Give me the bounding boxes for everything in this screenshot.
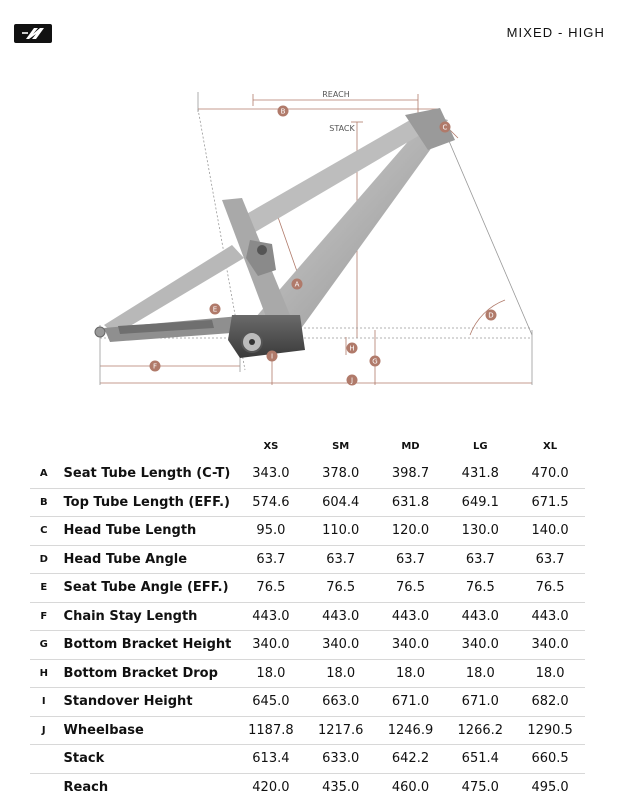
reach-label: REACH	[322, 90, 350, 99]
geometry-mode-label: MIXED - HIGH	[506, 25, 605, 40]
row-value: 631.8	[376, 488, 446, 517]
badge-g	[370, 356, 381, 367]
frame-geometry-diagram	[0, 80, 623, 400]
row-value: 340.0	[445, 631, 515, 660]
row-letter: A	[30, 460, 58, 488]
row-value: 18.0	[445, 659, 515, 688]
row-value: 76.5	[306, 574, 376, 603]
row-value: 671.0	[376, 688, 446, 717]
table-row	[30, 688, 585, 717]
row-value: 340.0	[515, 631, 585, 660]
row-letter: G	[30, 631, 58, 660]
row-value: 18.0	[306, 659, 376, 688]
row-letter: C	[30, 517, 58, 546]
row-label: Chain Stay Length	[58, 602, 236, 631]
row-value: 475.0	[461, 779, 499, 795]
row-value: 1266.2	[445, 716, 515, 745]
row-value: 63.7	[376, 545, 446, 574]
row-label: Head Tube Angle	[58, 545, 236, 574]
row-value: 645.0	[236, 688, 306, 717]
row-value: 140.0	[515, 517, 585, 546]
row-value: 1290.5	[515, 716, 585, 745]
row-label: Top Tube Length (EFF.)	[58, 488, 236, 517]
svg-text:E: E	[212, 305, 218, 314]
row-value: 1187.8	[236, 716, 306, 745]
row-value: 443.0	[515, 602, 585, 631]
row-value: 460.0	[391, 779, 430, 795]
table-row	[30, 545, 585, 574]
row-value: 76.5	[376, 574, 446, 603]
row-value: 340.0	[236, 631, 306, 660]
row-label: Head Tube Length	[58, 517, 236, 546]
row-value: 671.0	[445, 688, 515, 717]
label-header	[58, 432, 236, 460]
row-value: 63.7	[236, 545, 306, 574]
row-value: 574.6	[236, 488, 306, 517]
row-letter: F	[30, 602, 58, 631]
row-value: 120.0	[376, 517, 446, 546]
badge-h	[347, 343, 358, 354]
badge-a	[292, 279, 303, 290]
row-value: 18.0	[515, 659, 585, 688]
row-value: 343.0	[236, 460, 306, 488]
size-header: MD	[401, 440, 420, 452]
table-row	[30, 460, 585, 488]
table-row	[30, 574, 585, 603]
row-value: 604.4	[306, 488, 376, 517]
brand-logo	[14, 24, 52, 43]
size-header: SM	[332, 440, 350, 452]
row-value: 1246.9	[376, 716, 446, 745]
svg-text:D: D	[488, 311, 494, 320]
svg-text:J: J	[350, 376, 354, 385]
row-value: 398.7	[376, 460, 446, 488]
table-row	[30, 773, 585, 801]
row-value: 682.0	[515, 688, 585, 717]
svg-text:F: F	[152, 362, 158, 371]
row-label: Bottom Bracket Height	[58, 631, 236, 660]
svg-text:C: C	[442, 123, 448, 132]
dimension-lines	[100, 92, 532, 385]
row-value: 663.0	[306, 688, 376, 717]
row-label: Bottom Bracket Drop	[58, 659, 236, 688]
badge-i	[267, 351, 278, 362]
row-value: 76.5	[515, 574, 585, 603]
svg-text:A: A	[294, 280, 300, 289]
table-row	[30, 716, 585, 745]
row-value: 18.0	[376, 659, 446, 688]
row-value: 63.7	[306, 545, 376, 574]
row-letter: I	[30, 688, 58, 717]
badge-c	[440, 122, 451, 133]
badge-j	[347, 375, 358, 386]
row-value: 110.0	[306, 517, 376, 546]
row-label: Seat Tube Length (C-T)	[58, 460, 236, 488]
row-value: 1217.6	[306, 716, 376, 745]
svg-text:B: B	[280, 107, 286, 116]
geometry-table	[30, 432, 585, 801]
row-value: 443.0	[306, 602, 376, 631]
row-value: 76.5	[445, 574, 515, 603]
row-letter: H	[30, 659, 58, 688]
badge-f	[150, 361, 161, 372]
stack-label: STACK	[329, 124, 355, 133]
row-value: 443.0	[376, 602, 446, 631]
row-value: 495.0	[531, 779, 569, 795]
table-header-row	[30, 432, 585, 460]
row-letter	[30, 745, 58, 774]
row-value: 443.0	[236, 602, 306, 631]
row-value: 671.5	[515, 488, 585, 517]
svg-text:G: G	[372, 357, 378, 366]
row-value: 95.0	[236, 517, 306, 546]
bike-frame	[95, 108, 455, 358]
row-value: 651.4	[445, 745, 515, 774]
badge-d	[486, 310, 497, 321]
size-header: LG	[472, 440, 488, 452]
row-value: 470.0	[515, 460, 585, 488]
table-row	[30, 745, 585, 774]
table-row	[30, 488, 585, 517]
size-header: XL	[543, 440, 558, 452]
row-value: 642.2	[376, 745, 446, 774]
row-value: 443.0	[445, 602, 515, 631]
row-letter: D	[30, 545, 58, 574]
row-value: 660.5	[515, 745, 585, 774]
badge-e	[210, 304, 221, 315]
row-value: 613.4	[236, 745, 306, 774]
row-label: Stack	[58, 745, 236, 774]
row-value: 633.0	[306, 745, 376, 774]
row-value: 649.1	[445, 488, 515, 517]
row-value: 420.0	[252, 779, 290, 795]
table-row	[30, 631, 585, 660]
row-label: Reach	[63, 779, 109, 795]
svg-text:I: I	[270, 352, 274, 361]
row-value: 431.8	[445, 460, 515, 488]
row-value: 76.5	[236, 574, 306, 603]
row-value: 340.0	[376, 631, 446, 660]
table-row	[30, 602, 585, 631]
row-label: Seat Tube Angle (EFF.)	[58, 574, 236, 603]
table-row	[30, 659, 585, 688]
size-header: XS	[263, 440, 279, 452]
row-value: 63.7	[445, 545, 515, 574]
row-value: 130.0	[445, 517, 515, 546]
badge-b	[278, 106, 289, 117]
row-letter: E	[30, 574, 58, 603]
row-value: 435.0	[322, 779, 360, 795]
row-value: 340.0	[306, 631, 376, 660]
row-value: 63.7	[515, 545, 585, 574]
brand-logo-icon	[14, 24, 52, 43]
row-letter	[30, 773, 58, 801]
row-letter: J	[30, 716, 58, 745]
row-value: 18.0	[236, 659, 306, 688]
row-label: Wheelbase	[58, 716, 236, 745]
row-label: Standover Height	[58, 688, 236, 717]
row-value: 378.0	[306, 460, 376, 488]
table-row	[30, 517, 585, 546]
letter-header	[30, 432, 58, 460]
row-letter: B	[30, 488, 58, 517]
svg-text:H: H	[349, 344, 355, 353]
